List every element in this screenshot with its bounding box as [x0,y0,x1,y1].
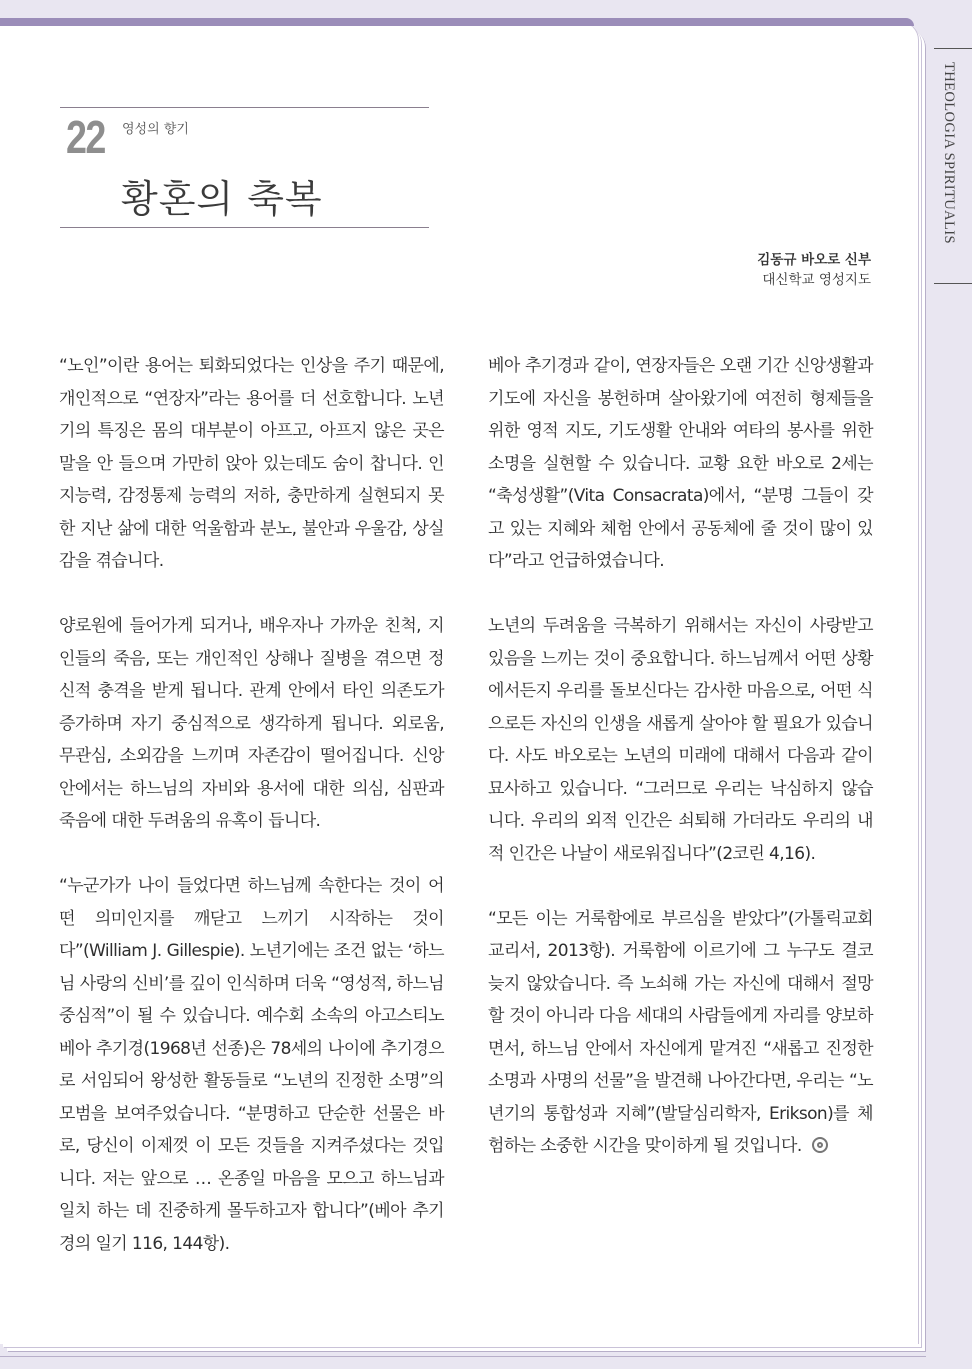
side-rule-bottom [934,283,972,284]
header-rule-top [60,107,429,108]
paragraph: “노인”이란 용어는 퇴화되었다는 인상을 주기 때문에, 개인적으로 “연장자”라는 용어를 더 선호합니다. 노년기의 특징은 몸의 대부분이 아프고, 아프지 않은 곳은 말을 안 들으며 가만히 앉아 있는데도 숨이 찹니다. 인지능력, 감정통제 능력의 저하, 충만하게 실현되지 못한 지난 삶에 대한 억울함과 분노, 불안과 우울감, 상실감을 겪습니다. [59,356,444,571]
paragraph: 베아 추기경과 같이, 연장자들은 오랜 기간 신앙생활과 기도에 자신을 봉헌하며 살아왔기에 여전히 형제들을 위한 영적 지도, 기도생활 안내와 여타의 봉사를 위한 소명을 실현할 수 있습니다. 교황 요한 바오로 2세는 “축성생활”(Vita Consacrata)에서, “분명 그들이 갖고 있는 지혜와 체험 안에서 공동체에 줄 것이 많이 있다”라고 언급하였습니다. [488,356,873,571]
section-label: 영성의 향기 [122,122,189,137]
page-edge-line [0,1356,926,1357]
author-block [757,250,871,290]
author-name: 김동규 바오로 신부 [757,252,871,268]
paragraph: “누군가가 나이 들었다면 하느님께 속한다는 것이 어떤 의미인지를 깨닫고 느끼기 시작하는 것이다”(William J. Gillespie). 노년기에는 조건 없는 ‘하느님 사랑의 신비’를 깊이 인식하며 더욱 “영성적, 하느님 중심적”이 될 수 있습니다. 예수회 소속의 아고스티노 베아 추기경(1968년 선종)은 78세의 나이에 추기경으로 서임되어 왕성한 활동들로 “노년의 진정한 소명”의 모범을 보여주었습니다. “분명하고 단순한 선물은 바로, 당신이 이제껏 이 모든 것들을 지켜주셨다는 것입니다. 저는 앞으로 … 온종일 마음을 모으고 하느님과 일치 하는 데 진중하게 몰두하고자 합니다”(베아 추기경의 일기 116, 144항). [59,876,444,1254]
text-column-left [59,350,444,1293]
paragraph-text: “모든 이는 거룩함에로 부르심을 받았다”(가톨릭교회 교리서, 2013항). 거룩함에 이르기에 그 누구도 결코 늦지 않았습니다. 즉 노쇠해 가는 자신에 대해서 절망할 것이 아니라 다음 세대의 사람들에게 자리를 양보하면서, 하느님 안에서 자신에게 맡겨진 “새롭고 진정한 소명과 사명의 선물”을 발견해 나아간다면, 우리는 “노년기의 통합성과 지혜”(발달심리학자, Erikson)를 체험하는 소중한 시간을 맞이하게 될 것입니다. [488,908,873,1156]
ornament-circle-icon [812,1137,828,1153]
side-rule-top [934,48,972,49]
side-running-title: THEOLOGIA SPIRITUALIS [941,62,957,244]
paragraph: 노년의 두려움을 극복하기 위해서는 자신이 사랑받고 있음을 느끼는 것이 중요합니다. 하느님께서 어떤 상황에서든지 우리를 돌보신다는 감사한 마음으로, 어떤 식으로든 자신의 인생을 새롭게 살아야 할 필요가 있습니다. 사도 바오로는 노년의 미래에 대해서 다음과 같이 묘사하고 있습니다. “그러므로 우리는 낙심하지 않습니다. 우리의 외적 인간은 쇠퇴해 가더라도 우리의 내적 인간은 나날이 새로워집니다”(2코린 4,16). [488,616,873,864]
article-title: 황혼의 축복 [121,177,323,221]
author-role: 대신학교 영성지도 [762,272,871,288]
text-column-right [488,350,873,1195]
top-color-band [0,18,914,26]
page-number: 22 [66,111,105,163]
header-rule-bottom [60,227,429,228]
paragraph: 양로원에 들어가게 되거나, 배우자나 가까운 친척, 지인들의 죽음, 또는 개인적인 상해나 질병을 겪으면 정신적 충격을 받게 됩니다. 관계 안에서 타인 의존도가 증가하며 자기 중심적으로 생각하게 됩니다. 외로움, 무관심, 소외감을 느끼며 자존감이 떨어집니다. 신앙 안에서는 하느님의 자비와 용서에 대한 의심, 심판과 죽음에 대한 두려움의 유혹이 듭니다. [59,616,444,831]
paragraph-final [488,903,873,1163]
